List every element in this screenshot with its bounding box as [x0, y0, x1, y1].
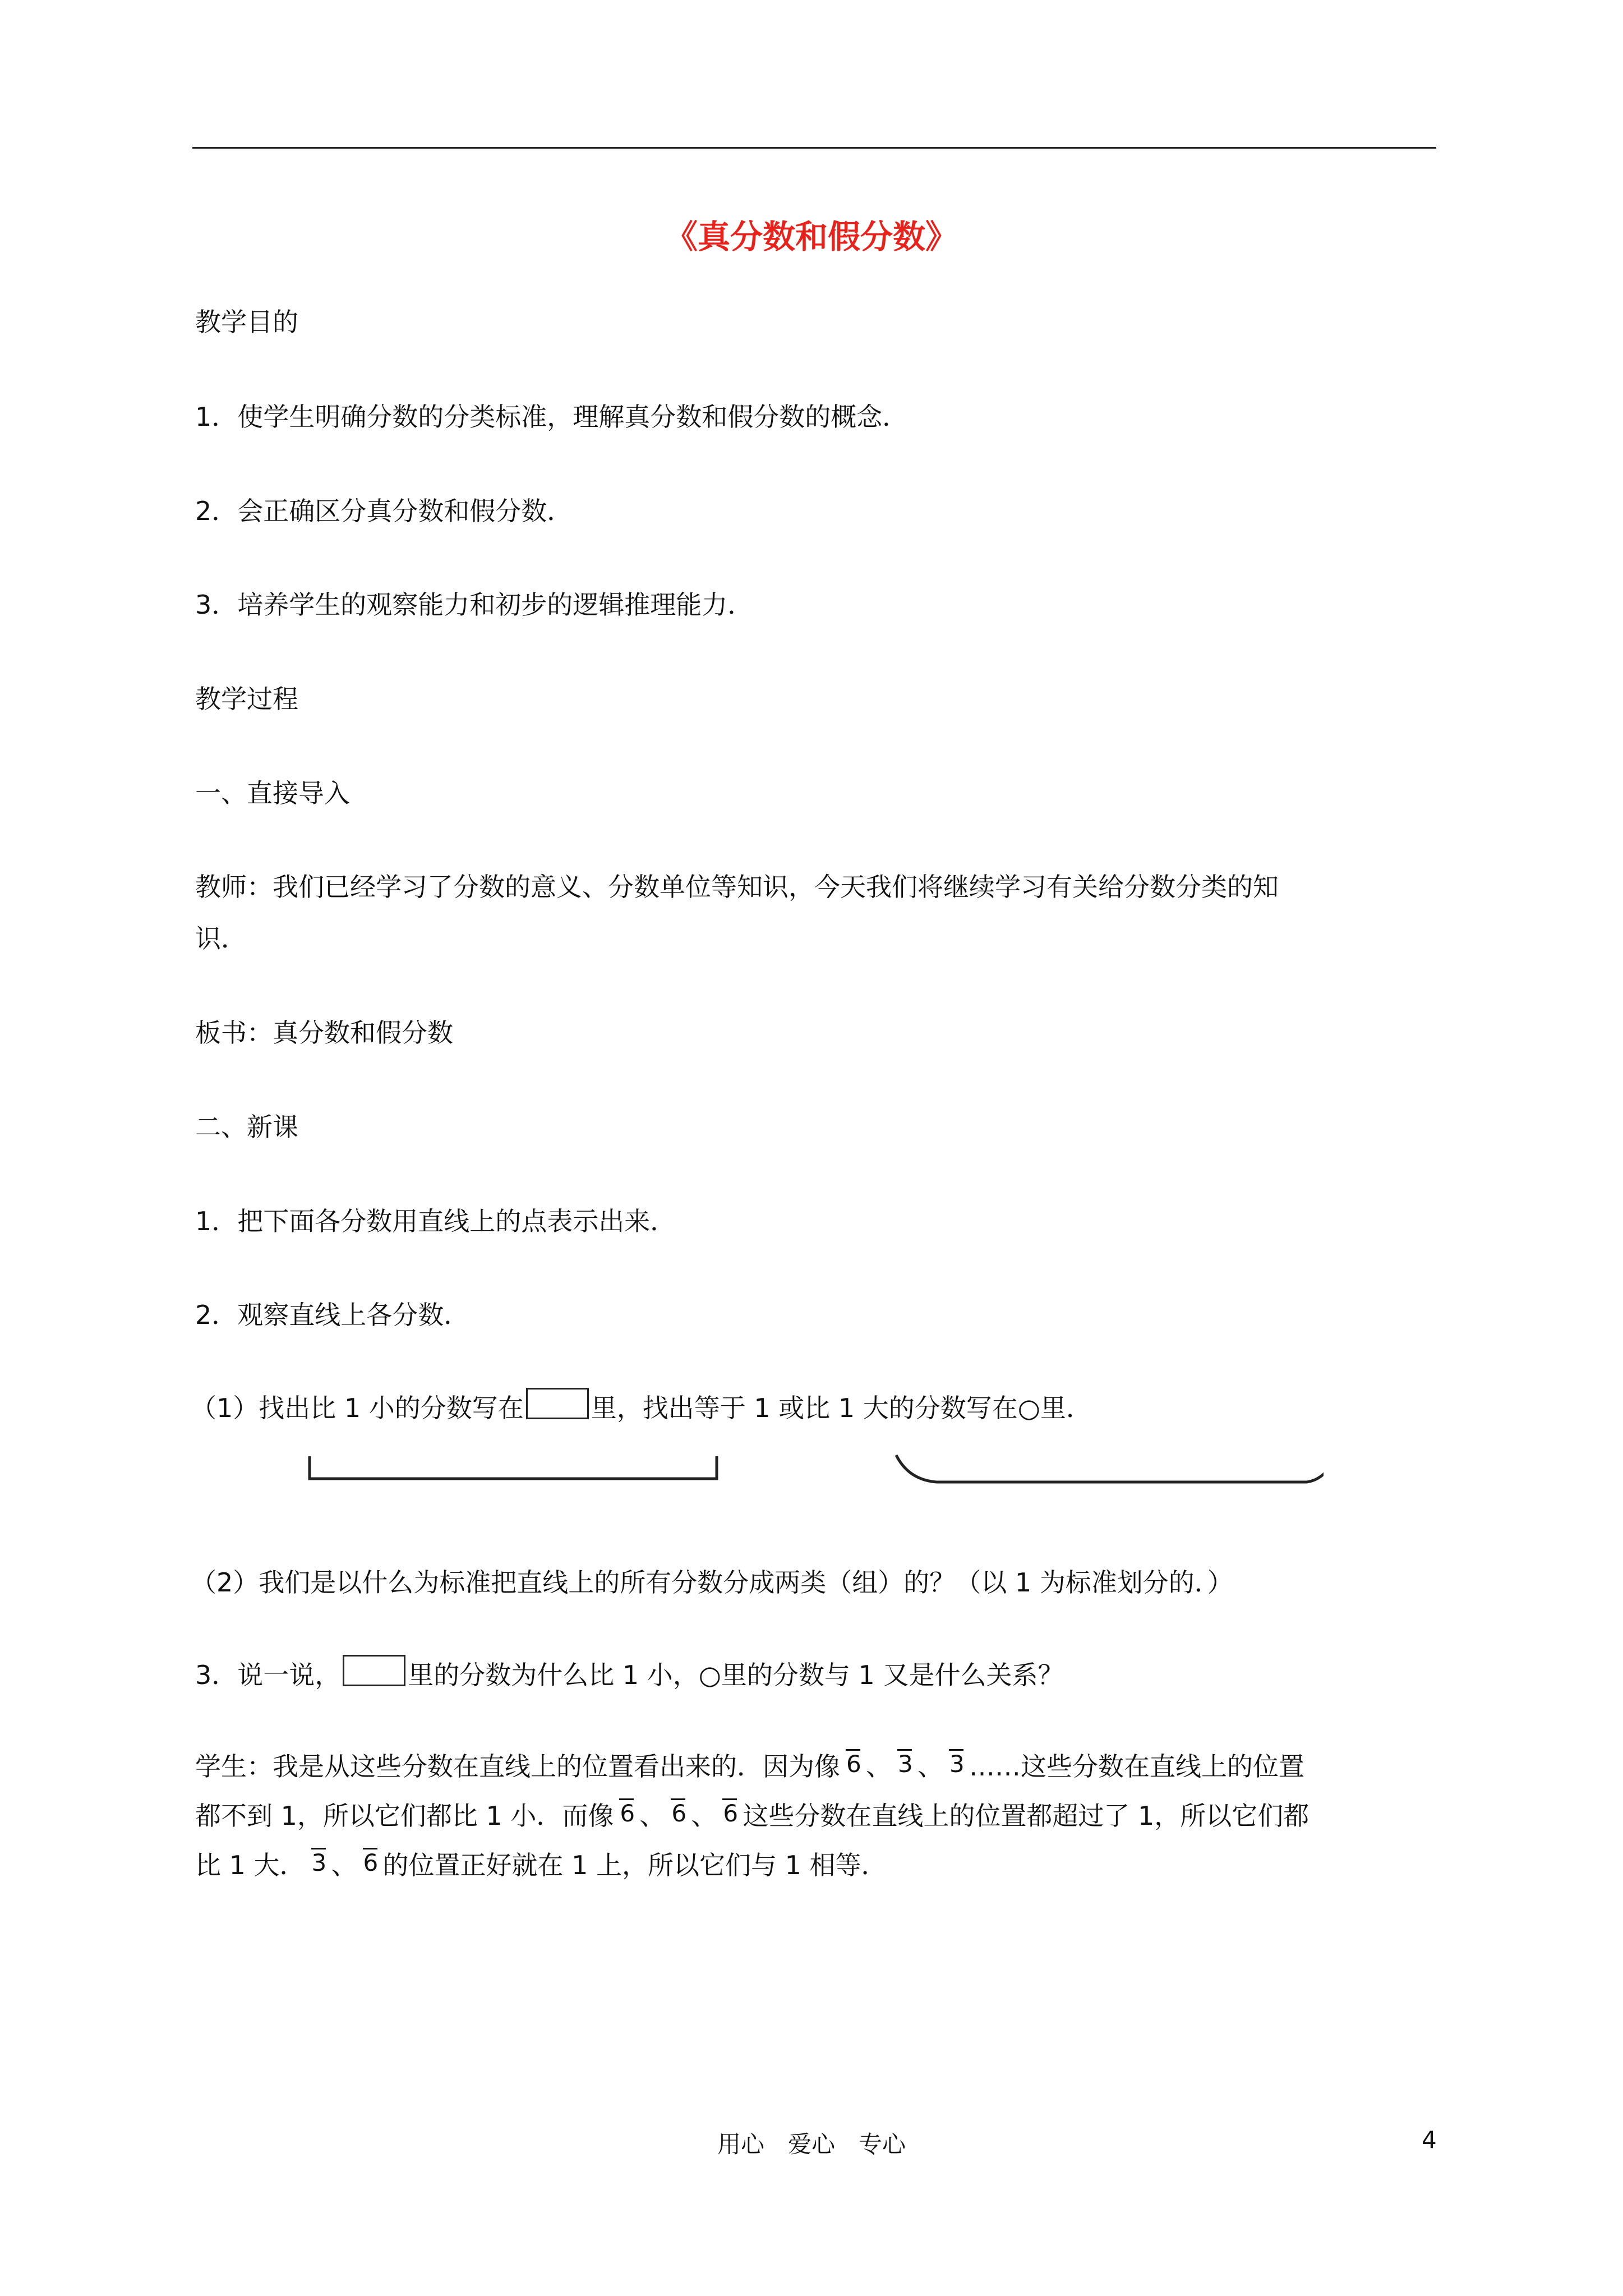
step-3: 3．说一说， 里的分数为什么比 1 小，○里的分数与 1 又是什么关系？: [195, 1655, 1063, 1692]
page-number: 4: [1422, 2126, 1437, 2154]
heading-teaching-goals: 教学目的: [195, 307, 298, 337]
step-2: 2．观察直线上各分数．: [195, 1300, 470, 1330]
goal-3: 3．培养学生的观察能力和初步的逻辑推理能力．: [195, 590, 754, 620]
step-2-part-2: （2）我们是以什么为标准把直线上的所有分数分成两类（组）的？（以 1 为标准划分的．）: [191, 1567, 1233, 1598]
teacher-paragraph-line-2: 识．: [195, 923, 247, 954]
square-box-icon: [343, 1655, 405, 1686]
bracket-figures: [303, 1453, 1324, 1503]
heading-teaching-process: 教学过程: [195, 684, 298, 714]
step-2-part-1: （1）找出比 1 小的分数写在 里，找出等于 1 或比 1 大的分数写在○里．: [191, 1388, 1092, 1425]
fraction: 6: [723, 1800, 739, 1827]
section-new-lesson: 二、新课: [195, 1112, 298, 1142]
fraction: 6: [620, 1800, 635, 1827]
section-intro: 一、直接导入: [195, 778, 350, 808]
fraction: 6: [671, 1800, 687, 1827]
goal-1: 1．使学生明确分数的分类标准，理解真分数和假分数的概念．: [195, 402, 909, 432]
fraction: 3: [311, 1849, 327, 1876]
footer-motto: 用心 爱心 专心: [717, 2131, 906, 2158]
goal-2: 2．会正确区分真分数和假分数．: [195, 496, 573, 526]
round-bracket-shape: [896, 1455, 1324, 1482]
step-1: 1．把下面各分数用直线上的点表示出来．: [195, 1206, 676, 1236]
page-title: 《真分数和假分数》: [665, 218, 958, 256]
teacher-paragraph-line-1: 教师：我们已经学习了分数的意义、分数单位等知识，今天我们将继续学习有关给分数分类的知: [195, 872, 1279, 902]
student-paragraph-line-3: 比 1 大． 3 、 6 的位置正好就在 1 上，所以它们与 1 相等．: [195, 1848, 887, 1883]
square-box-icon: [526, 1388, 589, 1419]
header-rule: [192, 147, 1436, 149]
board-writing: 板书：真分数和假分数: [195, 1018, 453, 1048]
fraction: 6: [846, 1750, 861, 1778]
fraction: 3: [898, 1750, 913, 1778]
student-paragraph-line-1: 学生：我是从这些分数在直线上的位置看出来的．因为像 6 、 3 、 3 ……这些分数在直线上的位置: [195, 1749, 1304, 1784]
student-paragraph-line-2: 都不到 1，所以它们都比 1 小．而像 6 、 6 、 6 这些分数在直线上的位置都超过了 1，所以它们都: [195, 1798, 1309, 1833]
fraction: 6: [363, 1849, 379, 1876]
fraction: 3: [949, 1750, 965, 1778]
square-bracket-shape: [310, 1456, 717, 1479]
